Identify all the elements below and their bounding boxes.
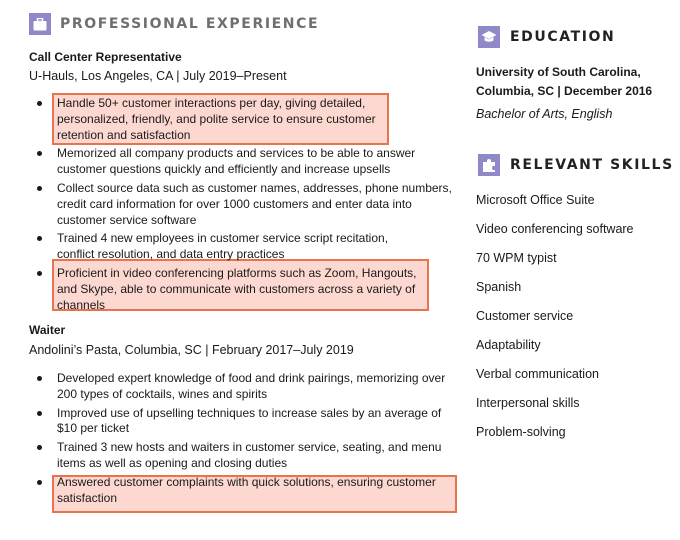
education-section-title: EDUCATION xyxy=(510,29,616,45)
list-item: Answered customer complaints with quick solutions, ensuring customer satisfaction xyxy=(28,475,457,507)
job-bullets xyxy=(28,96,457,316)
list-item: Trained 4 new employees in customer service script recitation, conflict resolution, and data entry practices xyxy=(28,231,417,263)
skill-item: Interpersonal skills xyxy=(476,396,580,410)
job-title: Waiter xyxy=(29,323,66,337)
education-degree: Bachelor of Arts, English xyxy=(476,107,613,121)
job-meta: Andolini’s Pasta, Columbia, SC | February 2017–July 2019 xyxy=(29,343,354,357)
skill-item: Adaptability xyxy=(476,338,541,352)
skill-item: Problem-solving xyxy=(476,425,566,439)
list-item: Proficient in video conferencing platforms such as Zoom, Hangouts, and Skype, able to communicate with customers across a variety of channels xyxy=(28,266,427,313)
graduation-cap-icon xyxy=(478,26,500,48)
skill-item: Spanish xyxy=(476,280,522,294)
list-item: Trained 3 new hosts and waiters in customer service, seating, and menu items as well as opening and closing duties xyxy=(28,440,447,472)
skill-item: Verbal communication xyxy=(476,367,599,381)
briefcase-icon xyxy=(29,13,51,35)
skills-list xyxy=(476,193,634,454)
skills-section-title: RELEVANT SKILLS xyxy=(510,157,674,173)
job-meta: U-Hauls, Los Angeles, CA | July 2019–Present xyxy=(29,69,287,83)
list-item: Developed expert knowledge of food and drink pairings, memorizing over 200 types of cocktails, wines and spirits xyxy=(28,371,457,403)
list-item: Handle 50+ customer interactions per day, giving detailed, personalized, friendly, and polite service to ensure customer retention and satisfaction xyxy=(28,96,387,143)
list-item: Improved use of upselling techniques to increase sales by an average of $10 per ticket xyxy=(28,406,457,438)
education-school xyxy=(476,63,676,101)
list-item: Memorized all company products and services to be able to answer customer questions quickly and efficiently and increase upsells xyxy=(28,146,457,178)
skill-item: Microsoft Office Suite xyxy=(476,193,595,207)
job-title: Call Center Representative xyxy=(29,50,182,64)
education-location-date: Columbia, SC | December 2016 xyxy=(476,84,653,98)
experience-section-title: PROFESSIONAL EXPERIENCE xyxy=(60,16,320,32)
skill-item: Customer service xyxy=(476,309,574,323)
education-school-name: University of South Carolina, xyxy=(476,65,641,79)
skill-item: Video conferencing software xyxy=(476,222,634,236)
list-item: Collect source data such as customer names, addresses, phone numbers, credit card information for over 1000 customers and enter data into customer service software xyxy=(28,181,457,228)
puzzle-icon xyxy=(478,154,500,176)
job-bullets xyxy=(28,371,457,509)
skill-item: 70 WPM typist xyxy=(476,251,557,265)
